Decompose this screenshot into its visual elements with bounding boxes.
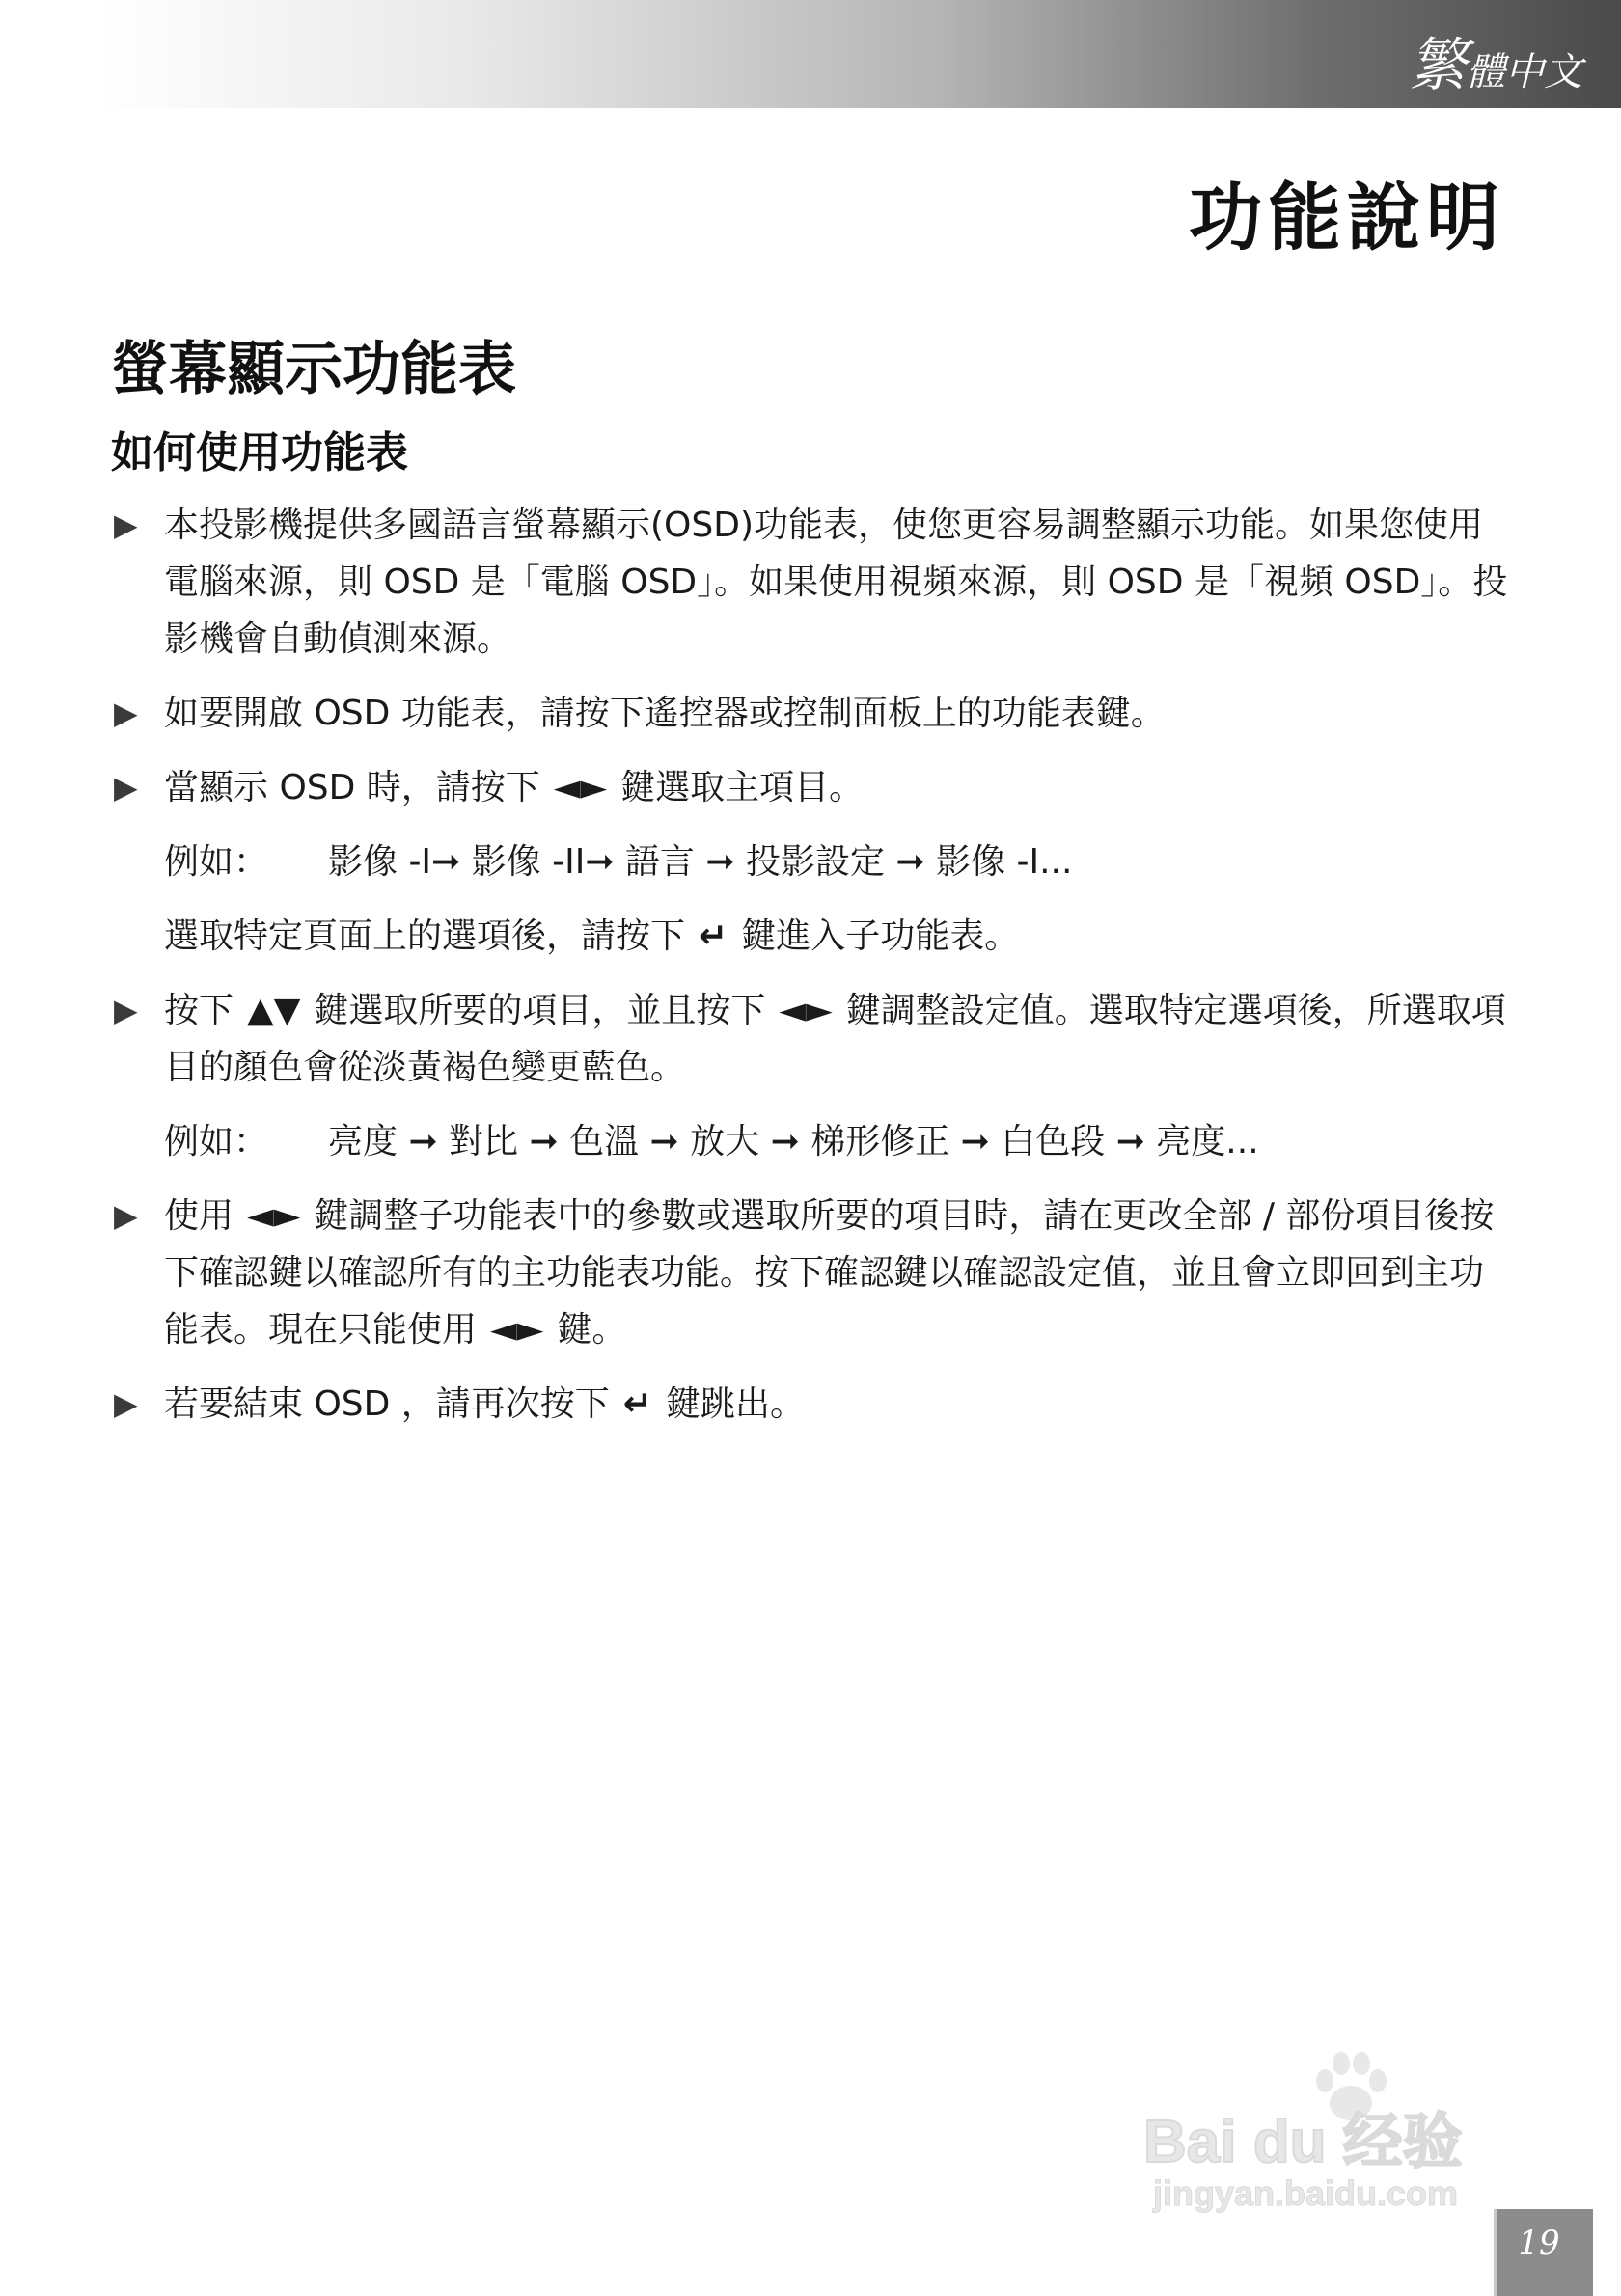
enter-key-icon: ↵: [622, 1384, 652, 1424]
sub-heading: 如何使用功能表: [111, 428, 408, 478]
page-number: 19: [1518, 2224, 1560, 2262]
bullet-text: 按下: [164, 991, 234, 1030]
bullet-item: [108, 982, 1517, 1096]
bullet-text: 當顯示 OSD 時，請按下: [164, 768, 540, 807]
bullet-arrow-icon: ▶: [114, 1385, 138, 1422]
bullet-item: [108, 497, 1517, 668]
continuation-line: [108, 908, 1517, 965]
page-title: 功能說明: [1189, 175, 1505, 260]
bullet-text: 鍵。: [557, 1310, 627, 1350]
bullet-text: 選取特定頁面上的選項後，請按下: [164, 916, 686, 956]
watermark-url: jingyan.baidu.com: [1153, 2173, 1459, 2213]
bullet-text: 鍵選取所要的項目，並且按下: [314, 991, 766, 1030]
left-right-key-icon: ◄►: [247, 1196, 301, 1236]
example-label: 例如：: [164, 842, 269, 882]
example-label: 例如：: [164, 1122, 269, 1162]
bullet-arrow-icon: ▶: [114, 769, 138, 806]
bullet-item: [108, 1188, 1517, 1358]
bullet-text: 鍵跳出。: [665, 1384, 805, 1424]
bullet-text: 鍵進入子功能表。: [741, 916, 1020, 956]
bullet-arrow-icon: ▶: [114, 506, 138, 543]
content-body: [108, 497, 1517, 1450]
bullet-text: 鍵調整設定值。選取特定選項後，所選取項目的顏色會從淡黃褐色變更藍色。: [164, 991, 1506, 1087]
example-text: 影像 -I➞ 影像 -II➞ 語言 ➞ 投影設定 ➞ 影像 -I...: [328, 842, 1073, 882]
baidu-watermark: [1143, 2050, 1529, 2224]
bullet-arrow-icon: ▶: [114, 695, 138, 731]
watermark-logo-text: Bai du 经验: [1143, 2109, 1463, 2175]
bullet-item: [108, 1376, 1517, 1433]
bullet-text: 使用: [164, 1196, 234, 1236]
left-right-key-icon: ◄►: [779, 991, 833, 1030]
example-line: [108, 834, 1517, 890]
section-heading: 螢幕顯示功能表: [111, 336, 516, 403]
language-label: [1409, 19, 1582, 102]
bullet-text: 鍵選取主項目。: [620, 768, 865, 807]
header-band: [96, 0, 1621, 108]
enter-key-icon: ↵: [699, 916, 728, 956]
bullet-item: [108, 759, 1517, 816]
left-right-key-icon: ◄►: [490, 1310, 544, 1350]
language-label-big: 繁: [1409, 32, 1467, 99]
bullet-text: 本投影機提供多國語言螢幕顯示(OSD)功能表，使您更容易調整顯示功能。如果您使用電腦來源，則 OSD 是「電腦 OSD」。如果使用視頻來源，則 OSD 是「視頻 OSD」。投影機會自動偵測來源。: [164, 506, 1508, 659]
example-text: 亮度 ➞ 對比 ➞ 色溫 ➞ 放大 ➞ 梯形修正 ➞ 白色段 ➞ 亮度...: [328, 1122, 1259, 1162]
left-right-key-icon: ◄►: [553, 768, 608, 807]
bullet-arrow-icon: ▶: [114, 1197, 138, 1234]
bullet-text: 鍵調整子功能表中的參數或選取所要的項目時，請在更改全部 / 部份項目後按下確認鍵以確認所有的主功能表功能。按下確認鍵以確認設定值，並且會立即回到主功能表。現在只能使用: [164, 1196, 1495, 1350]
bullet-text: 若要結束 OSD ，請再次按下: [164, 1384, 610, 1424]
bullet-item: [108, 685, 1517, 742]
bullet-arrow-icon: ▶: [114, 992, 138, 1028]
bullet-text: 如要開啟 OSD 功能表，請按下遙控器或控制面板上的功能表鍵。: [164, 694, 1166, 733]
up-down-key-icon: ▲▼: [247, 991, 301, 1030]
example-line: [108, 1113, 1517, 1170]
language-label-rest: 體中文: [1467, 50, 1582, 95]
